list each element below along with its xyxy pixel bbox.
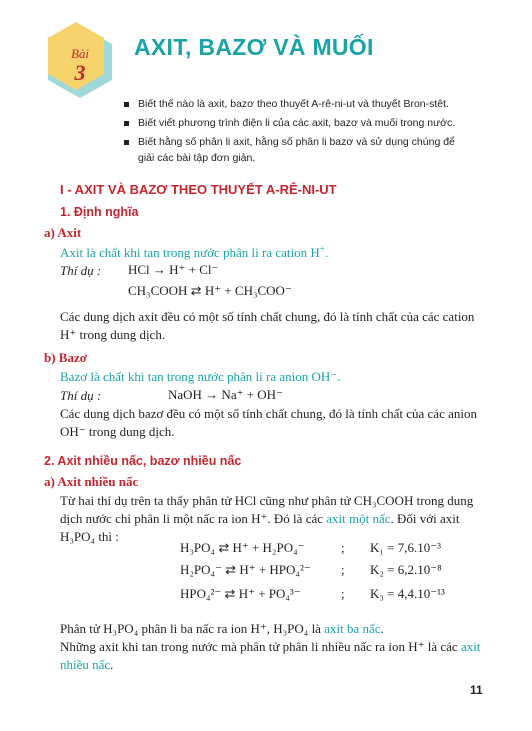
section-heading: I - AXIT VÀ BAZƠ THEO THUYẾT A-RÊ-NI-UT bbox=[60, 182, 337, 197]
subsection-heading: 2. Axit nhiều nấc, bazơ nhiều nấc bbox=[44, 454, 242, 468]
base-equation-1: NaOH → Na⁺ + OH⁻ bbox=[168, 387, 283, 402]
bullet-icon bbox=[124, 140, 129, 145]
objective-item-cont: giải các bài tập đơn giản. bbox=[138, 152, 256, 164]
equilibrium-equation: H₂PO₄⁻ ⇄ H⁺ + HPO₄²⁻ bbox=[180, 562, 311, 577]
separator: ; bbox=[341, 540, 345, 555]
equilibrium-constant: K₁ = 7,6.10⁻³ bbox=[370, 540, 442, 555]
term-link: axit một nấc bbox=[326, 511, 391, 526]
equilibrium-equation: H₃PO₄ ⇄ H⁺ + H₂PO₄⁻ bbox=[180, 540, 305, 555]
equilibrium-constant: K₃ = 4,4.10⁻¹³ bbox=[370, 586, 445, 601]
term-link: axit bbox=[460, 639, 481, 654]
lesson-number: 3 bbox=[74, 60, 86, 85]
polyacid-line1: Từ hai thí dụ trên ta thấy phân tử HCl cũng như phân tử CH₃COOH trong dung bbox=[60, 493, 474, 508]
objective-item: Biết viết phương trình điện li của các axit, bazơ và muối trong nước. bbox=[138, 115, 455, 131]
polyacid-line3: H₃PO₄ thì : bbox=[60, 529, 119, 544]
term-link: nhiều nấc bbox=[60, 657, 111, 672]
base-definition: Bazơ là chất khi tan trong nước phân li ra anion OH⁻. bbox=[60, 369, 341, 384]
equilibrium-constant: K₂ = 6,2.10⁻⁸ bbox=[370, 562, 442, 577]
subsection-heading: 1. Định nghĩa bbox=[60, 205, 139, 219]
lesson-badge bbox=[44, 22, 116, 102]
polyacid-heading: a) Axit nhiều nấc bbox=[44, 474, 139, 489]
page-title: AXIT, BAZƠ VÀ MUỐI bbox=[134, 34, 374, 60]
acid-definition: Axit là chất khi tan trong nước phân li ra cation H+. bbox=[60, 243, 329, 260]
base-note-line1: Các dung dịch bazơ đều có một số tính chất chung, đó là tính chất của các anion bbox=[60, 406, 477, 421]
objective-item: Biết hằng số phân li axit, hằng số phân li bazơ và sử dụng chúng để bbox=[138, 134, 455, 150]
polyacid-line2: dịch nước chỉ phân li một nấc ra ion H⁺. Đó là các axit một nấc. Đối với axit bbox=[60, 511, 460, 526]
acid-note-line2: H⁺ trong dung dịch. bbox=[60, 327, 166, 342]
page-number: 11 bbox=[470, 683, 483, 697]
acid-equation-2: CH₃COOH ⇄ H⁺ + CH₃COO⁻ bbox=[128, 283, 292, 298]
bullet-icon bbox=[124, 102, 129, 107]
acid-heading: a) Axit bbox=[44, 225, 82, 240]
bullet-icon bbox=[124, 121, 129, 126]
separator: ; bbox=[341, 562, 345, 577]
lesson-label: Bài bbox=[70, 46, 90, 61]
objective-item: Biết thế nào là axit, bazơ theo thuyết A-rê-ni-ut và thuyết Bron-stêt. bbox=[138, 96, 449, 112]
acid-equation-1: HCl → H⁺ + Cl⁻ bbox=[128, 262, 219, 277]
acid-note-line1: Các dung dịch axit đều có một số tính chất chung, đó là tính chất của các cation bbox=[60, 309, 475, 324]
polyacid-line4: Phân tử H₃PO₄ phân li ba nấc ra ion H⁺, H₃PO₄ là axit ba nấc. bbox=[60, 621, 384, 636]
base-heading: b) Bazơ bbox=[44, 350, 87, 365]
separator: ; bbox=[341, 586, 345, 601]
term-link: axit ba nấc bbox=[324, 621, 381, 636]
polyacid-line6: nhiều nấc. bbox=[60, 657, 114, 672]
base-example-label: Thí dụ : bbox=[60, 388, 102, 403]
polyacid-line5: Những axit khi tan trong nước mà phân tử phân li nhiều nấc ra ion H⁺ là các axit bbox=[60, 639, 481, 654]
equilibrium-equation: HPO₄²⁻ ⇄ H⁺ + PO₄³⁻ bbox=[180, 586, 301, 601]
acid-example-label: Thí dụ : bbox=[60, 263, 102, 278]
base-note-line2: OH⁻ trong dung dịch. bbox=[60, 424, 175, 439]
